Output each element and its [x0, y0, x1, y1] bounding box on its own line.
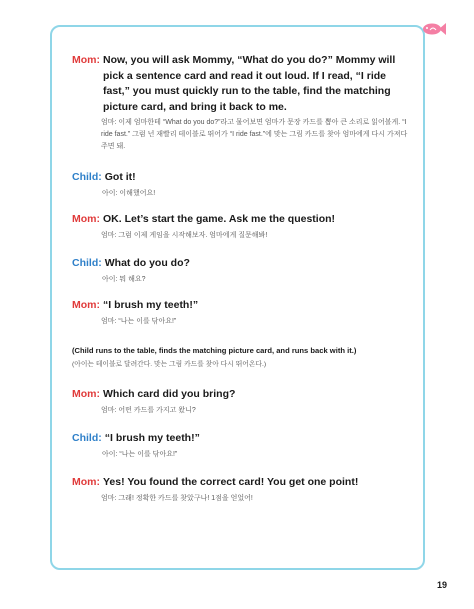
speaker-label: Child:	[72, 257, 102, 269]
narration-translation: (아이는 테이블로 달려간다. 맞는 그림 카드를 찾아 다시 뛰어온다.)	[72, 361, 267, 368]
dialogue-entry	[72, 212, 412, 242]
dialogue-entry	[72, 387, 412, 417]
dialogue-translation: 아이: “나는 이를 닦아요!”	[102, 450, 178, 458]
speaker-label: Mom:	[72, 213, 100, 225]
dialogue-translation: 엄마: 이제 엄마한테 “What do you do?”라고 물어보면 엄마가 문장 카드를 뽑아 큰 소리로 읽어볼게. “I ride fast.” 그럼 넌 재빨리 테이블로 뛰어가 “I ride fast.”에 맞는 그림 카드를 찾아 엄마에게 다시 가져다주면 돼.	[101, 119, 408, 150]
dialogue-entry	[72, 431, 412, 461]
dialogue-entry	[72, 170, 412, 200]
speaker-label: Mom:	[72, 388, 100, 400]
narration-text: (Child runs to the table, finds the matching picture card, and runs back with it.)	[72, 346, 357, 355]
narration	[72, 345, 412, 371]
dialogue-text: “I brush my teeth!”	[104, 432, 200, 444]
dialogue-text: OK. Let’s start the game. Ask me the question!	[103, 213, 336, 225]
dialogue-entry	[72, 475, 412, 505]
speaker-label: Mom:	[72, 476, 100, 488]
fish-icon	[422, 22, 446, 36]
dialogue-entry	[72, 53, 412, 153]
dialogue-text: Which card did you bring?	[103, 388, 236, 400]
dialogue-entry	[72, 298, 412, 328]
speaker-label: Mom:	[72, 299, 100, 311]
speaker-label: Child:	[72, 432, 102, 444]
dialogue-text: What do you do?	[104, 257, 190, 269]
dialogue-translation: 엄마: 어떤 카드를 가지고 왔니?	[101, 406, 196, 414]
dialogue-translation: 엄마: 그럼 이제 게임을 시작해보자. 엄마에게 질문해봐!	[101, 231, 268, 239]
speaker-label: Mom:	[72, 54, 100, 66]
speaker-label: Child:	[72, 171, 102, 183]
dialogue-text: Now, you will ask Mommy, “What do you do?” Mommy will pick a sentence card and read it out loud. If I read, “I ride fast,” you must quickly run to the table, find the matching picture card, and bring it back to me.	[103, 54, 396, 113]
dialogue-text: “I brush my teeth!”	[103, 299, 199, 311]
dialogue-translation: 아이: 이해했어요!	[102, 189, 156, 197]
dialogue-text: Yes! You found the correct card! You get one point!	[103, 476, 359, 488]
dialogue-text: Got it!	[104, 171, 136, 183]
dialogue-entry	[72, 256, 412, 286]
dialogue-translation: 아이: 뭐 해요?	[102, 275, 146, 283]
dialogue-translation: 엄마: 그래! 정확한 카드를 찾았구나! 1점을 얻었어!	[101, 494, 253, 502]
dialogue-translation: 엄마: “나는 이를 닦아요!”	[101, 317, 177, 325]
page-number: 19	[437, 580, 448, 590]
